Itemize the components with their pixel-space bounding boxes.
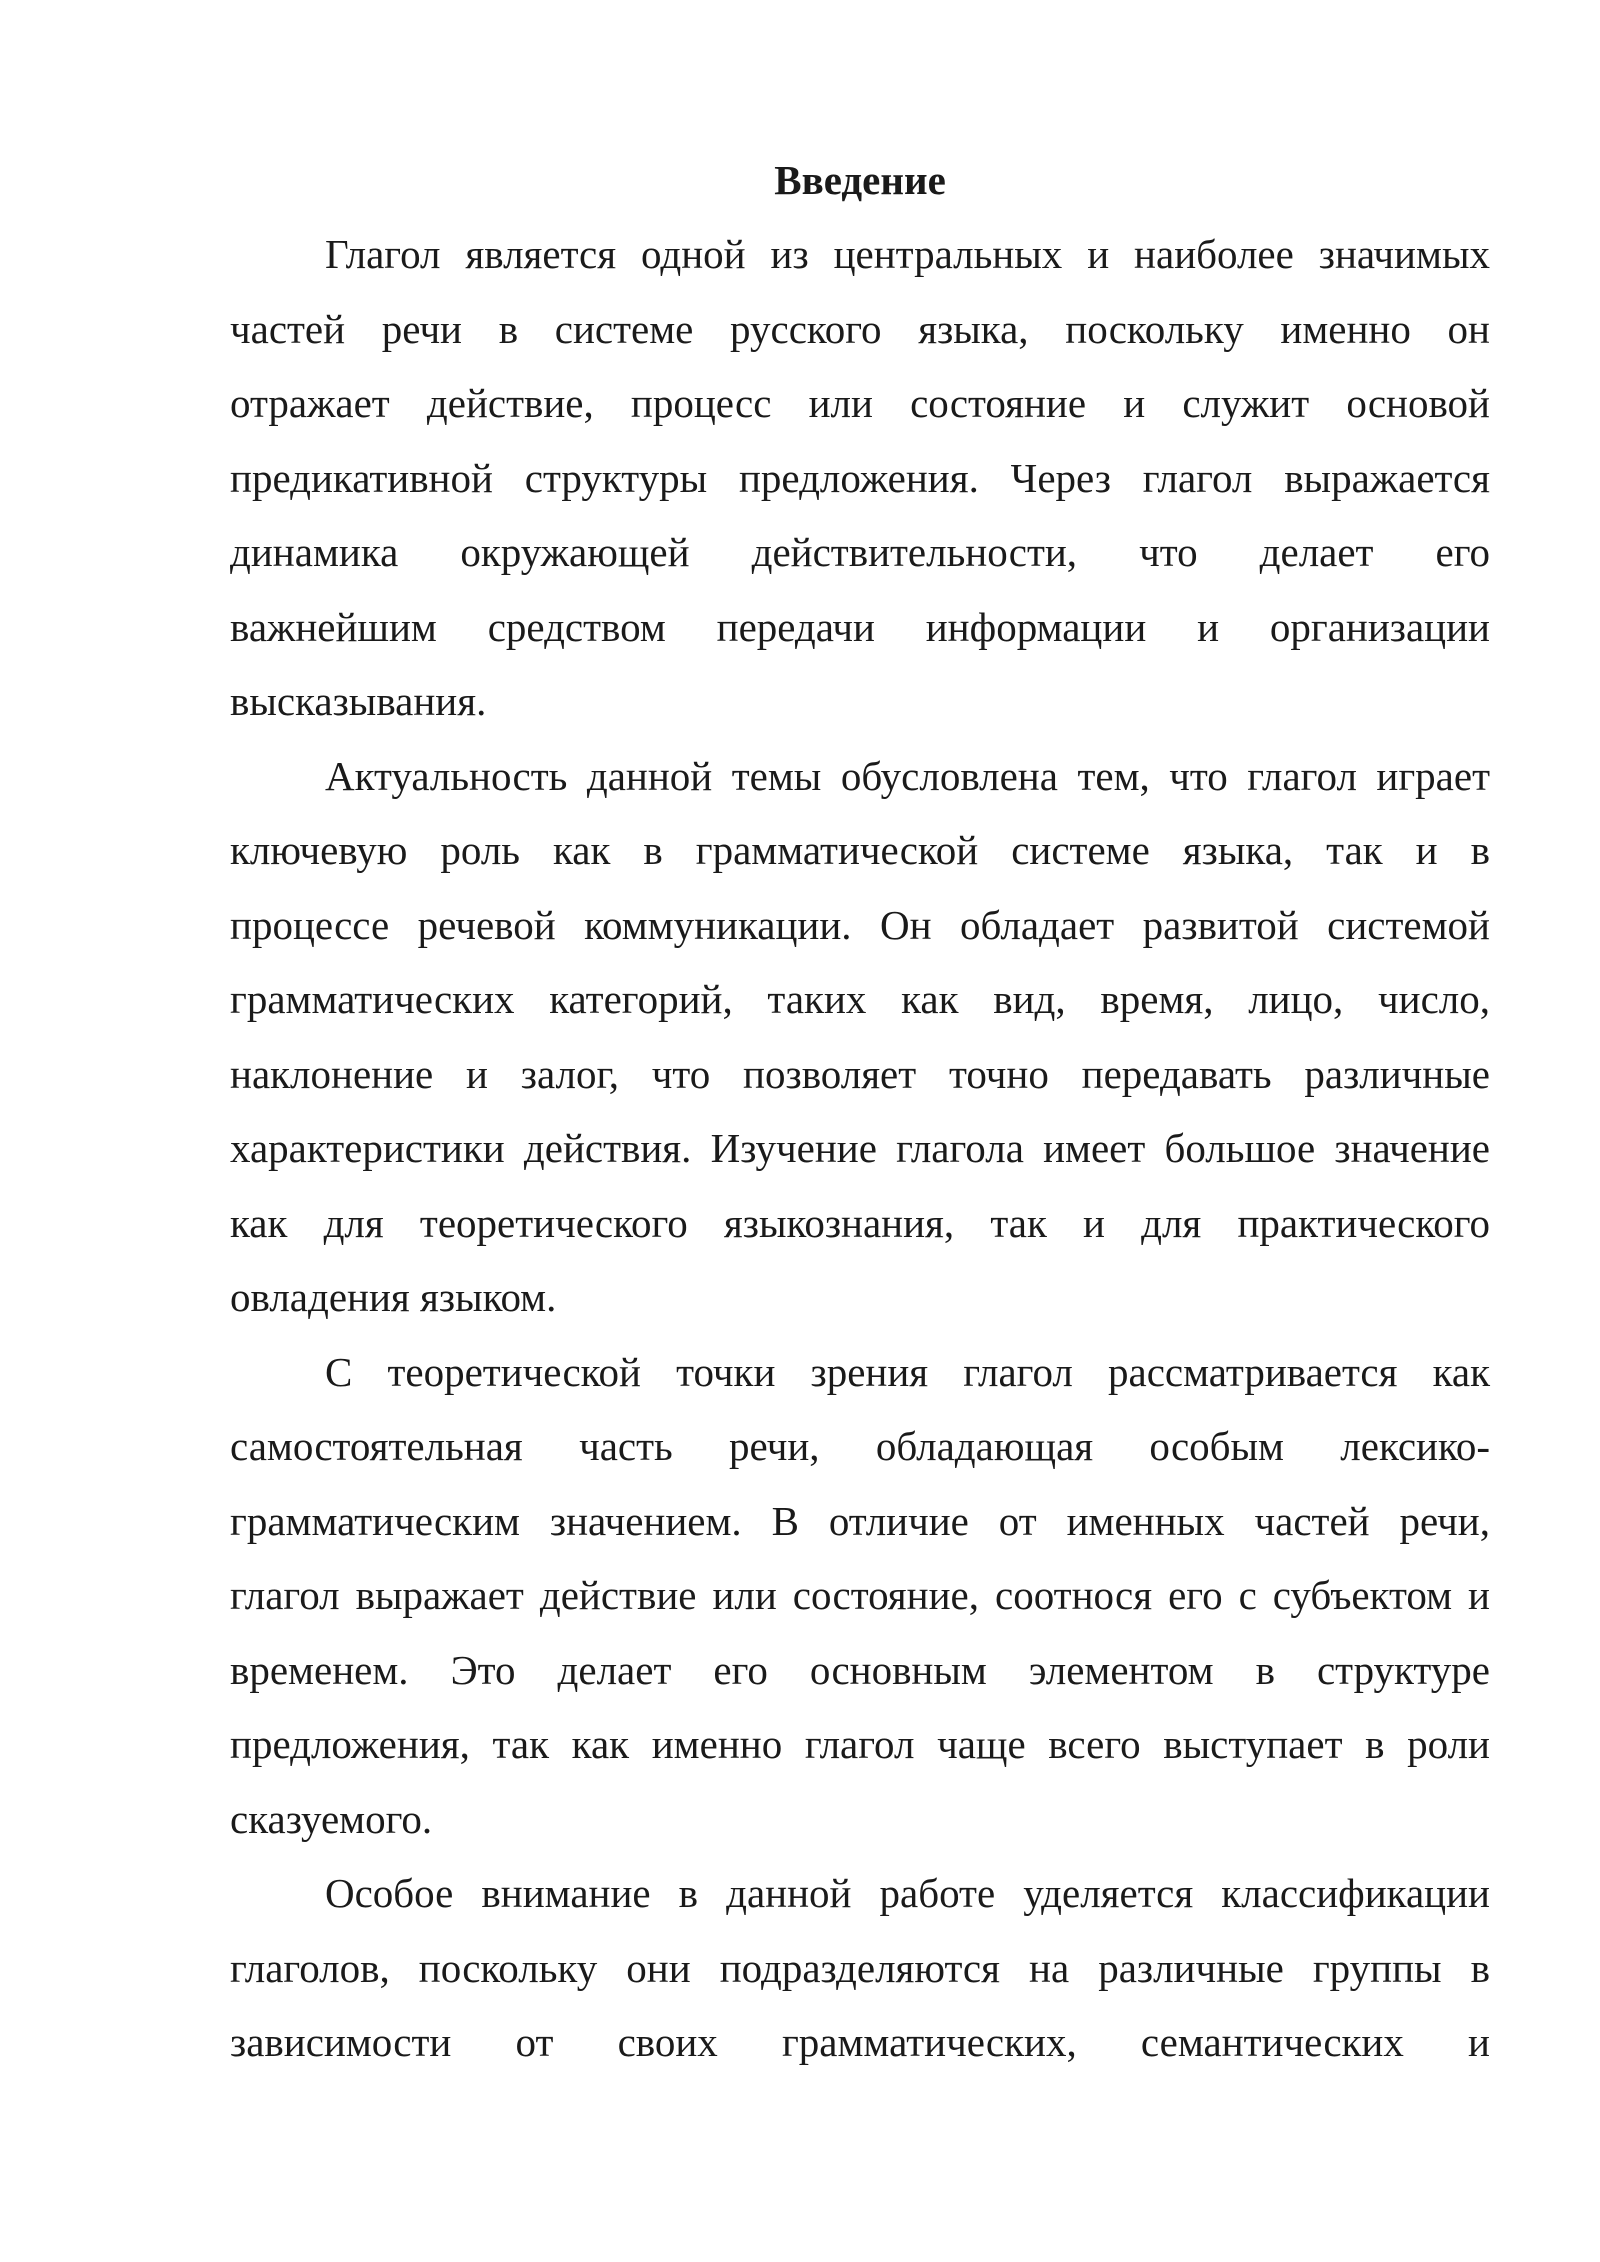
page-title: Введение bbox=[774, 157, 946, 203]
text-line: как для теоретического языкознания, так и для практического bbox=[230, 1199, 1490, 1246]
paragraph-theory bbox=[230, 1343, 1490, 1865]
text-line: частей речи в системе русского языка, поскольку именно он bbox=[230, 305, 1490, 352]
text-line: Особое внимание в данной работе уделяется классификации bbox=[325, 1870, 1490, 1916]
text-line: временем. Это делает его основным элементом в структуре bbox=[230, 1646, 1490, 1693]
paragraph-intro bbox=[230, 225, 1490, 747]
text-line: самостоятельная часть речи, обладающая особым лексико- bbox=[230, 1423, 1490, 1469]
text-line: предложения, так как именно глагол чаще всего выступает в роли bbox=[230, 1721, 1490, 1767]
text-line: предикативной структуры предложения. Через глагол выражается bbox=[230, 454, 1490, 501]
text-line: Актуальность данной темы обусловлена тем, что глагол играет bbox=[325, 752, 1490, 799]
text-line: грамматических категорий, таких как вид, время, лицо, число, bbox=[230, 976, 1490, 1022]
document-body bbox=[230, 225, 1490, 2088]
text-line: ключевую роль как в грамматической системе языка, так и в bbox=[230, 827, 1490, 873]
text-line: отражает действие, процесс или состояние и служит основой bbox=[230, 380, 1490, 426]
text-line: грамматическим значением. В отличие от именных частей речи, bbox=[230, 1497, 1490, 1544]
text-line: высказывания. bbox=[230, 678, 487, 724]
text-line: зависимости от своих грамматических, семантических и bbox=[230, 2019, 1490, 2065]
text-line: глаголов, поскольку они подразделяются на различные группы в bbox=[230, 1944, 1490, 1991]
text-line: важнейшим средством передачи информации и организации bbox=[230, 603, 1490, 650]
paragraph-relevance bbox=[230, 747, 1490, 1343]
text-line: Глагол является одной из центральных и наиболее значимых bbox=[325, 231, 1490, 277]
text-line: С теоретической точки зрения глагол рассматривается как bbox=[325, 1348, 1490, 1395]
text-line: процессе речевой коммуникации. Он обладает развитой системой bbox=[230, 901, 1490, 948]
text-line: характеристики действия. Изучение глагола имеет большое значение bbox=[230, 1125, 1490, 1171]
paragraph-classification bbox=[230, 1864, 1490, 2088]
text-line: наклонение и залог, что позволяет точно передавать различные bbox=[230, 1050, 1490, 1097]
text-line: глагол выражает действие или состояние, соотнося его с субъектом и bbox=[230, 1572, 1490, 1618]
text-line: овладения языком. bbox=[230, 1274, 557, 1320]
text-line: динамика окружающей действительности, что делает его bbox=[230, 529, 1490, 575]
text-line: сказуемого. bbox=[230, 1795, 433, 1842]
